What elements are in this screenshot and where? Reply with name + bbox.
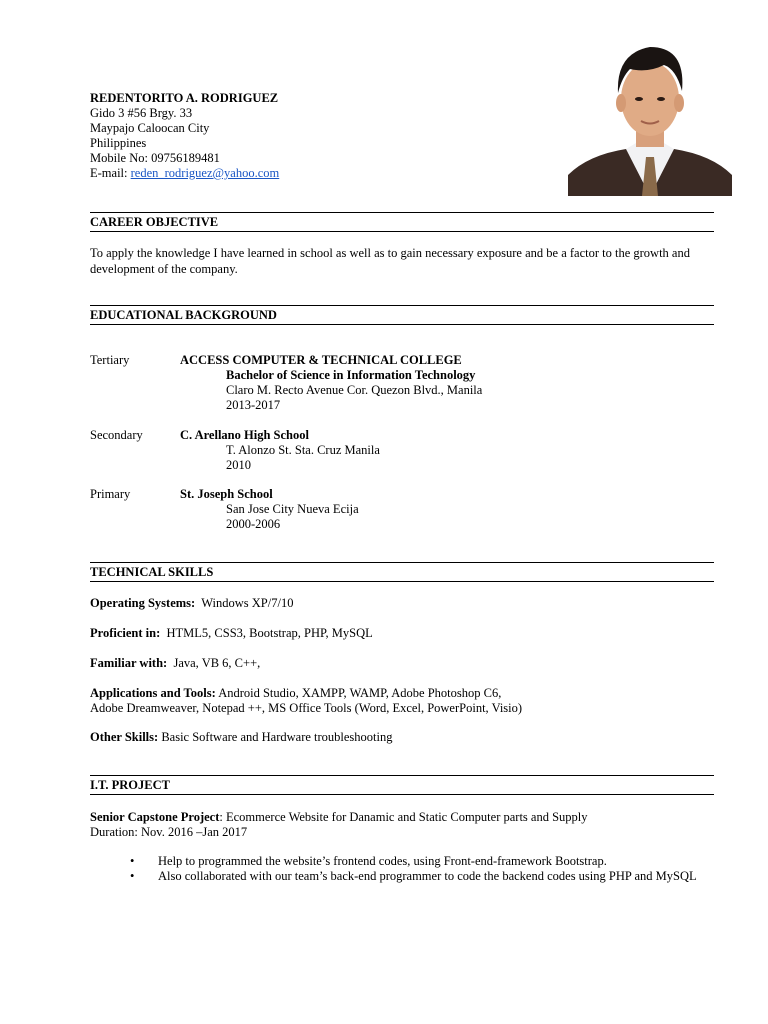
skill-value: HTML5, CSS3, Bootstrap, PHP, MySQL — [166, 626, 373, 640]
bullet-text: Also collaborated with our team’s back-end programmer to code the backend codes using PHP and MySQL — [158, 869, 697, 883]
profile-photo — [568, 33, 732, 196]
skill-applications — [90, 686, 720, 716]
address-line-2: Maypajo Caloocan City — [90, 121, 210, 135]
country: Philippines — [90, 136, 147, 150]
secondary-label: Secondary — [90, 428, 143, 442]
secondary-address: T. Alonzo St. Sta. Cruz Manila — [226, 443, 380, 457]
skill-label: Familiar with: — [90, 656, 168, 670]
tertiary-details — [226, 368, 482, 413]
bullet-text: Help to programmed the website’s frontend codes, using Front-end-framework Bootstrap. — [158, 854, 607, 868]
secondary-school: C. Arellano High School — [180, 428, 309, 442]
bullet-icon: • — [130, 854, 135, 868]
primary-details — [226, 502, 359, 532]
portrait-icon — [568, 33, 732, 196]
skill-label: Operating Systems: — [90, 596, 196, 610]
list-item — [130, 854, 697, 869]
primary-years: 2000-2006 — [226, 517, 281, 531]
primary-school: St. Joseph School — [180, 487, 273, 501]
education-heading: EDUCATIONAL BACKGROUND — [90, 305, 714, 325]
applicant-name: REDENTORITO A. RODRIGUEZ — [90, 91, 279, 105]
career-objective-heading: CAREER OBJECTIVE — [90, 212, 714, 232]
skill-value: Java, VB 6, C++, — [173, 656, 261, 670]
project-title-value: : Ecommerce Website for Danamic and Static Computer parts and Supply — [219, 810, 588, 824]
it-project-heading: I.T. PROJECT — [90, 775, 714, 795]
technical-skills-heading: TECHNICAL SKILLS — [90, 562, 714, 582]
tertiary-school: ACCESS COMPUTER & TECHNICAL COLLEGE — [180, 353, 462, 367]
skill-label: Other Skills: — [90, 730, 159, 744]
tertiary-address: Claro M. Recto Avenue Cor. Quezon Blvd., Manila — [226, 383, 483, 397]
career-objective-text: To apply the knowledge I have learned in school as well as to gain necessary exposure and be a factor to the growth and development of the company. — [90, 246, 690, 276]
skill-value: Basic Software and Hardware troubleshooting — [161, 730, 393, 744]
email-line — [90, 166, 279, 181]
project-title-label: Senior Capstone Project — [90, 810, 220, 824]
bullet-icon: • — [130, 869, 135, 883]
project-duration: Duration: Nov. 2016 –Jan 2017 — [90, 825, 248, 839]
project-bullet-list — [130, 854, 697, 884]
secondary-years: 2010 — [226, 458, 251, 472]
primary-label: Primary — [90, 487, 131, 501]
email-link[interactable]: reden_rodriguez@yahoo.com — [130, 166, 280, 180]
contact-block — [90, 91, 279, 181]
skill-value: Android Studio, XAMPP, WAMP, Adobe Photoshop C6, — [218, 686, 502, 700]
address-line-1: Gido 3 #56 Brgy. 33 — [90, 106, 193, 120]
skill-value: Windows XP/7/10 — [201, 596, 294, 610]
mobile-number: Mobile No: 09756189481 — [90, 151, 220, 165]
tertiary-degree: Bachelor of Science in Information Technology — [226, 368, 476, 382]
project-title — [90, 810, 720, 825]
skill-value-continued: Adobe Dreamweaver, Notepad ++, MS Office Tools (Word, Excel, PowerPoint, Visio) — [90, 701, 523, 715]
skill-operating-systems — [90, 596, 720, 611]
skill-label: Proficient in: — [90, 626, 161, 640]
skill-other — [90, 730, 720, 745]
skill-proficient — [90, 626, 720, 641]
list-item — [130, 869, 697, 884]
tertiary-label: Tertiary — [90, 353, 130, 367]
email-label: E-mail: — [90, 166, 131, 180]
skill-familiar — [90, 656, 720, 671]
secondary-details — [226, 443, 380, 473]
tertiary-years: 2013-2017 — [226, 398, 281, 412]
skill-label: Applications and Tools: — [90, 686, 216, 700]
primary-address: San Jose City Nueva Ecija — [226, 502, 359, 516]
